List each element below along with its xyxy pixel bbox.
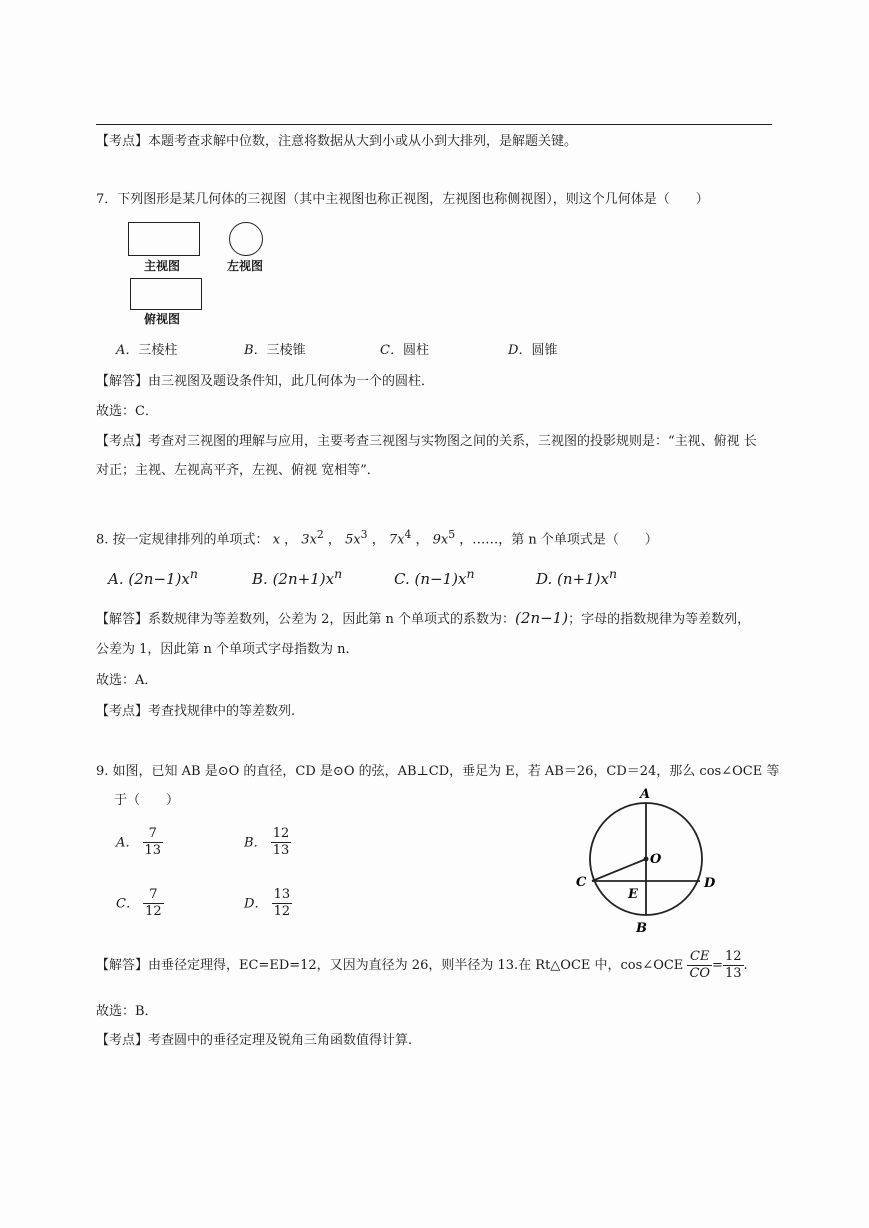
q7-kaodian-line2: 对正；主视、左视高平齐，左视、俯视 宽相等”．	[96, 463, 380, 478]
q8-option-d: D. $(n+1)x^n$	[536, 566, 618, 588]
label-b: B	[636, 921, 647, 936]
q8-option-b: B. $(2n+1)x^n$	[252, 566, 343, 588]
q7-stem: 7．下列图形是某几何体的三视图（其中主视图也称正视图，左视图也称侧视图），则这个几何体是（ ）	[96, 192, 709, 207]
q7-option-b: B．三棱锥	[244, 343, 306, 358]
q8-option-a: A. $(2n-1)x^n$	[108, 566, 198, 588]
q8-choice: 故选：A．	[96, 673, 158, 688]
label-a: A	[640, 787, 651, 802]
header-rule	[96, 124, 772, 125]
left-view-label: 左视图	[227, 259, 264, 273]
main-view-label: 主视图	[144, 259, 181, 273]
q8-answer-line2: 公差为 1，因此第 n 个单项式字母指数为 n.	[96, 642, 350, 657]
q8-option-c: C. $(n-1)x^n$	[394, 566, 475, 588]
q9-option-b: B． $\frac{12}{13}$	[244, 826, 290, 859]
top-view-label: 俯视图	[144, 312, 181, 326]
center-point	[644, 857, 649, 862]
left-view-circle	[229, 222, 263, 256]
label-c: C	[576, 875, 587, 890]
q7-kaodian-line1: 【考点】考查对三视图的理解与应用，主要考查三视图与实物图之间的关系，三视图的投影规则是：“主视、俯视 长	[96, 434, 757, 449]
q9-option-d: D． $\frac{13}{12}$	[244, 887, 291, 920]
label-o: O	[650, 852, 662, 867]
q9-answer: 【解答】由垂径定理得，EC=ED=12，又因为直径为 26，则半径为 13.在 Rt△OCE 中，cos∠OCE $\frac{CE}{CO}$ = $\frac{12}{13}$ .	[96, 949, 748, 982]
q7-option-a: A．三棱柱	[116, 343, 178, 358]
q7-choice: 故选：C．	[96, 404, 158, 419]
circle-figure	[566, 786, 726, 942]
q9-option-c: C． $\frac{7}{12}$	[116, 887, 162, 920]
q9-option-a: A． $\frac{7}{13}$	[116, 826, 162, 859]
q9-stem-line2: 于（ ）	[114, 793, 180, 808]
main-view-rect	[128, 222, 200, 256]
q7-option-d: D．圆锥	[508, 343, 558, 358]
label-d: D	[704, 876, 716, 891]
label-e: E	[628, 887, 638, 902]
top-view-rect	[130, 278, 202, 310]
q8-kaodian: 【考点】考查找规律中的等差数列.	[96, 704, 296, 719]
q8-stem: 8. 按一定规律排列的单项式： x ， $3x^2$ ， $5x^3$ ， $7x^4$ ， $9x^5$ ，……，第 n 个单项式是（ ）	[96, 528, 658, 548]
q9-choice: 故选：B．	[96, 1004, 158, 1019]
segment-oc	[592, 859, 646, 881]
q9-stem-line1: 9. 如图，已知 AB 是⊙O 的直径，CD 是⊙O 的弦，AB⊥CD，垂足为 E，若 AB＝26，CD＝24，那么 cos∠OCE 等	[96, 764, 780, 779]
q7-answer: 【解答】由三视图及题设条件知，此几何体为一个的圆柱．	[96, 374, 435, 389]
q8-answer-line1: 【解答】系数规律为等差数列，公差为 2，因此第 n 个单项式的系数为：(2n−1)；字母的指数规律为等差数列，	[96, 609, 751, 627]
q9-kaodian: 【考点】考查圆中的垂径定理及锐角三角函数值得计算.	[96, 1033, 413, 1048]
kaodian-q6: 【考点】本题考查求解中位数，注意将数据从大到小或从小到大排列，是解题关键。	[96, 134, 578, 149]
q7-option-c: C．圆柱	[380, 343, 429, 358]
